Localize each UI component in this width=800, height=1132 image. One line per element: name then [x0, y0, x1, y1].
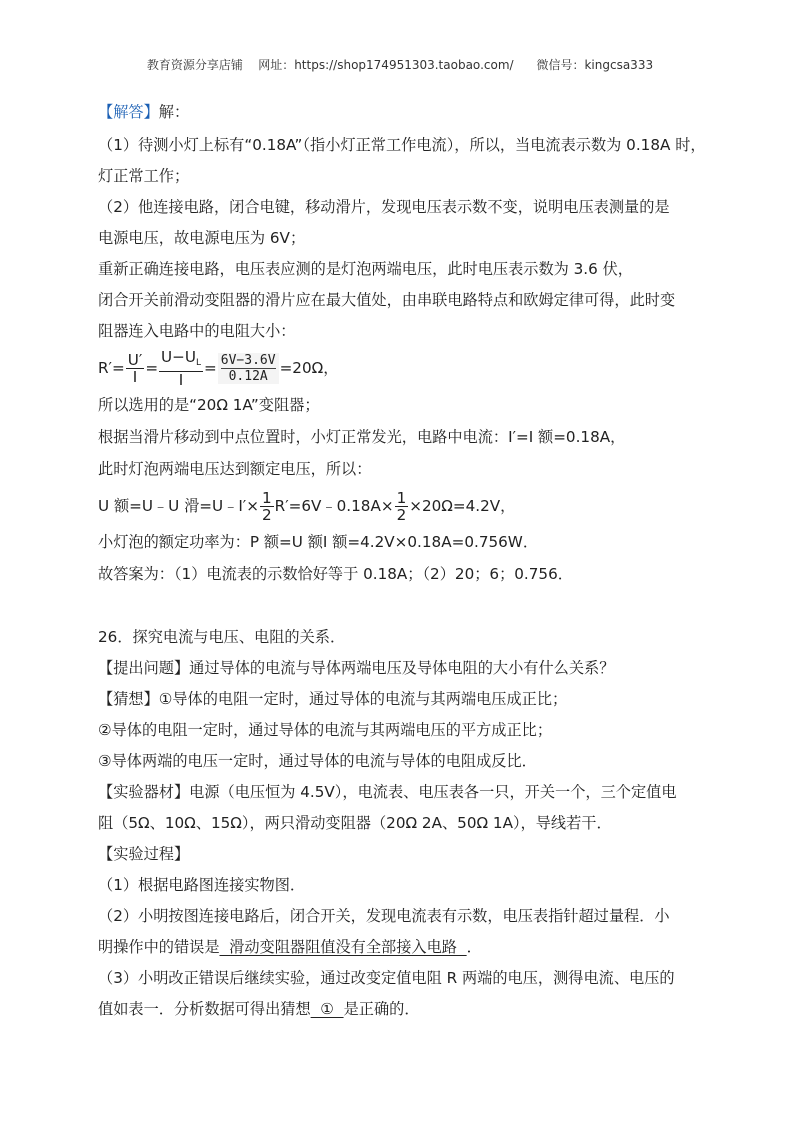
answer-p4b: 阻器连入电路中的电阻大小：: [98, 322, 296, 340]
answer-tag: 【解答】: [98, 103, 159, 121]
fraction-u-prime-over-i: $\frac{U'}{I}$: [127, 351, 143, 386]
q26-raise-question: 【提出问题】通过导体的电流与导体两端电压及导体电阻的大小有什么关系？: [98, 659, 615, 677]
answer-p1b: 灯正常工作；: [98, 167, 190, 185]
fraction-numeric-image: $\frac{6V-3.6V}{0.12A}$: [218, 353, 279, 384]
answer-p2a: （2）他连接电路，闭合电键，移动滑片，发现电压表示数不变，说明电压表测量的是: [98, 198, 670, 216]
answer-p5: 所以选用的是“20Ω 1A”变阻器；: [98, 396, 320, 414]
q26-equipment-a: 【实验器材】电源（电压恒为 4.5V），电流表、电压表各一只，开关一个，三个定值电: [98, 783, 677, 801]
q26-process-heading: 【实验过程】: [98, 845, 190, 863]
wechat-label: 微信号：: [536, 58, 585, 72]
shop-name: 教育资源分享店铺: [146, 58, 243, 72]
q26-title: 26．探究电流与电压、电阻的关系．: [98, 628, 346, 646]
answer-p1a: （1）待测小灯上标有“0.18A”（指小灯正常工作电流），所以，当电流表示数为 0.18A 时，: [98, 136, 706, 154]
formula-lhs: R′=: [98, 359, 125, 377]
guess-blank-fill: ①: [310, 1000, 344, 1018]
q26-step-1: （1）根据电路图连接实物图．: [98, 876, 306, 894]
page-header: [0, 56, 800, 73]
q26-step-2a: （2）小明按图连接电路后，闭合开关，发现电流表有示数，电压表指针超过量程．小: [98, 907, 670, 925]
wechat-id: kingcsa333: [584, 58, 654, 72]
fraction-one-half: $\frac{1}{2}$: [261, 489, 272, 524]
answer-heading: [98, 101, 189, 123]
fraction-one-half-2: $\frac{1}{2}$: [396, 489, 407, 524]
q26-guess-2: ②导体的电阻一定时，通过导体的电流与其两端电压的平方成正比；: [98, 721, 553, 739]
q26-step-2b: 明操作中的错误是 滑动变阻器阻值没有全部接入电路 ．: [98, 938, 482, 956]
shop-url[interactable]: https://shop174951303.taobao.com/: [294, 58, 514, 72]
answer-p6: 根据当滑片移动到中点位置时，小灯正常发光，电路中电流：I′=I 额=0.18A，: [98, 428, 626, 446]
answer-p3: 重新正确连接电路，电压表应测的是灯泡两端电压，此时电压表示数为 3.6 伏，: [98, 260, 633, 278]
q26-step-3b: 值如表一．分析数据可得出猜想 ① 是正确的．: [98, 1000, 420, 1018]
q26-equipment-b: 阻（5Ω、10Ω、15Ω），两只滑动变阻器（20Ω 2A、50Ω 1A），导线若干．: [98, 814, 612, 832]
answer-p7: 此时灯泡两端电压达到额定电压，所以：: [98, 460, 372, 478]
answer-tag-suffix: 解：: [158, 103, 190, 121]
answer-blank-fill: 滑动变阻器阻值没有全部接入电路: [219, 938, 467, 956]
formula-resistance: R′= $\frac{U'}{I}$ = $\frac{U-U_L}{I}$ = $\frac{6V-3.6V}{0.12A}$ =20Ω，: [98, 348, 339, 389]
formula-result: =20Ω，: [279, 359, 339, 377]
answer-p2b: 电源电压，故电源电压为 6V；: [98, 229, 306, 247]
url-label: 网址：: [258, 58, 295, 72]
fraction-u-minus-ul-over-i: $\frac{U-U_L}{I}$: [161, 348, 202, 389]
q26-guess-3: ③导体两端的电压一定时，通过导体的电流与导体的电阻成反比．: [98, 752, 537, 770]
formula-rated-voltage: U 额=U﹣U 滑=U﹣I′× $\frac{1}{2}$ R′=6V﹣0.18A× $\frac{1}{2}$ ×20Ω=4.2V，: [98, 489, 516, 524]
q26-step-3a: （3）小明改正错误后继续实验，通过改变定值电阻 R 两端的电压，测得电流、电压的: [98, 969, 675, 987]
answer-p4a: 闭合开关前滑动变阻器的滑片应在最大值处，由串联电路特点和欧姆定律可得，此时变: [98, 291, 676, 309]
q26-guess-1: 【猜想】①导体的电阻一定时，通过导体的电流与其两端电压成正比；: [98, 690, 568, 708]
answer-p9: 故答案为：（1）电流表的示数恰好等于 0.18A；（2）20；6；0.756．: [98, 565, 573, 583]
answer-p8: 小灯泡的额定功率为：P 额=U 额I 额=4.2V×0.18A=0.756W．: [98, 533, 539, 551]
